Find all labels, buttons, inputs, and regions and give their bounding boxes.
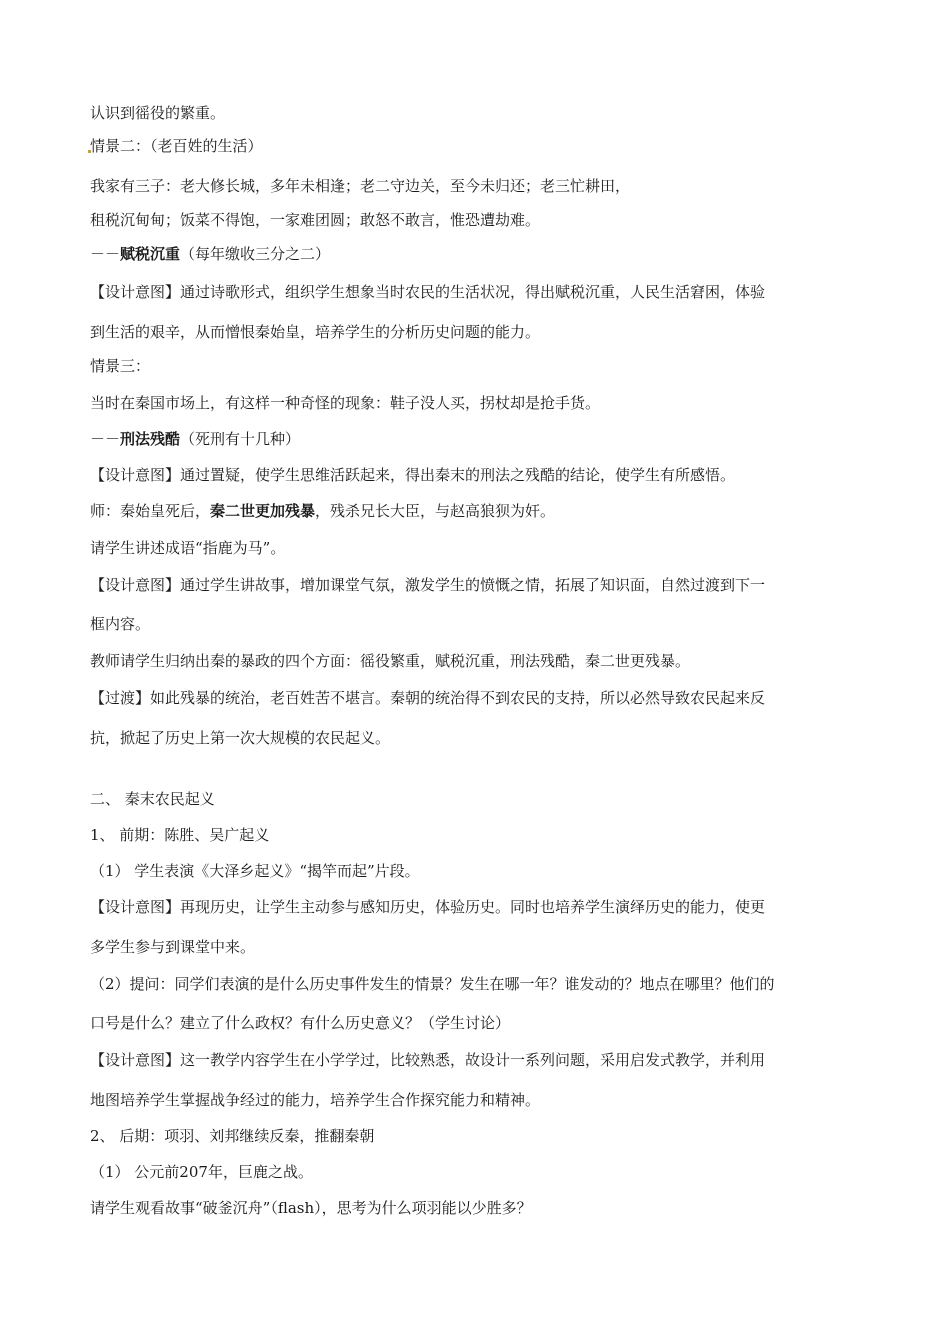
scene-heading: 情景三：: [90, 357, 151, 375]
conclusion-line: [90, 429, 300, 449]
poem-line: 我家有三子：老大修长城，多年未相逢；老二守边关，至今未归还；老三忙耕田，: [90, 177, 631, 195]
design-intent-line: 【设计意图】通过诗歌形式，组织学生想象当时农民的生活状况，得出赋税沉重，人民生活窘困，体验: [90, 283, 766, 301]
keyword-note: （死刑有十几种）: [180, 430, 301, 448]
paragraph-line: 口号是什么？建立了什么政权？有什么历史意义？（学生讨论）: [90, 1014, 511, 1032]
paragraph-line: 认识到徭役的繁重。: [90, 104, 226, 122]
dash-prefix: －－: [90, 430, 121, 448]
section-heading: 二、 秦末农民起义: [90, 790, 215, 808]
paragraph-line: 教师请学生归纳出秦的暴政的四个方面：徭役繁重，赋税沉重，刑法残酷，秦二世更残暴。: [90, 652, 691, 670]
paragraph-line: 请学生观看故事“破釜沉舟”（flash），思考为什么项羽能以少胜多？: [90, 1199, 532, 1217]
bold-keyword: 赋税沉重: [120, 245, 181, 263]
paragraph-line: 当时在秦国市场上，有这样一种奇怪的现象：鞋子没人买，拐杖却是抢手货。: [90, 394, 601, 412]
subsection-heading: 1、 前期：陈胜、吴广起义: [90, 826, 270, 844]
conclusion-line: [90, 244, 330, 264]
paragraph-line: 多学生参与到课堂中来。: [90, 938, 256, 956]
bold-keyword: 秦二世更加残暴: [210, 502, 316, 520]
bold-keyword: 刑法残酷: [120, 430, 181, 448]
paragraph-line: 到生活的艰辛，从而憎恨秦始皇，培养学生的分析历史问题的能力。: [90, 323, 541, 341]
teacher-line: [90, 501, 555, 521]
paragraph-line: 框内容。: [90, 615, 151, 633]
poem-line: 租税沉甸甸；饭菜不得饱，一家难团圆；敢怒不敢言，惟恐遭劫难。: [90, 211, 541, 229]
subsection-heading: 2、 后期：项羽、刘邦继续反秦，推翻秦朝: [90, 1127, 375, 1145]
design-intent-line: 【设计意图】通过置疑，使学生思维活跃起来，得出秦末的刑法之残酷的结论，使学生有所感悟。: [90, 466, 736, 484]
transition-line: 【过渡】如此残暴的统治，老百姓苦不堪言。秦朝的统治得不到农民的支持，所以必然导致农民起来反: [90, 689, 766, 707]
design-intent-line: 【设计意图】再现历史，让学生主动参与感知历史，体验历史。同时也培养学生演绎历史的能力，使更: [90, 898, 766, 916]
teacher-text: ，残杀兄长大臣，与赵高狼狈为奸。: [315, 502, 556, 520]
teacher-text: 师：秦始皇死后，: [90, 502, 211, 520]
design-intent-line: 【设计意图】这一教学内容学生在小学学过，比较熟悉，故设计一系列问题，采用启发式教学，并利用: [90, 1051, 766, 1069]
list-item: （1） 公元前207年，巨鹿之战。: [90, 1163, 313, 1181]
dash-prefix: －－: [90, 245, 121, 263]
design-intent-line: 【设计意图】通过学生讲故事，增加课堂气氛，激发学生的愤慨之情，拓展了知识面，自然过渡到下一: [90, 576, 766, 594]
paragraph-line: 地图培养学生掌握战争经过的能力，培养学生合作探究能力和精神。: [90, 1091, 541, 1109]
paragraph-line: 抗，掀起了历史上第一次大规模的农民起义。: [90, 729, 391, 747]
paragraph-line: 请学生讲述成语“指鹿为马”。: [90, 539, 286, 557]
scene-heading: 情景二：（老百姓的生活）: [90, 137, 263, 155]
list-item: （1） 学生表演《大泽乡起义》“揭竿而起”片段。: [90, 862, 420, 880]
keyword-note: （每年缴收三分之二）: [180, 245, 331, 263]
list-item: （2）提问：同学们表演的是什么历史事件发生的情景？发生在哪一年？谁发动的？地点在哪里？他们的: [90, 975, 775, 993]
